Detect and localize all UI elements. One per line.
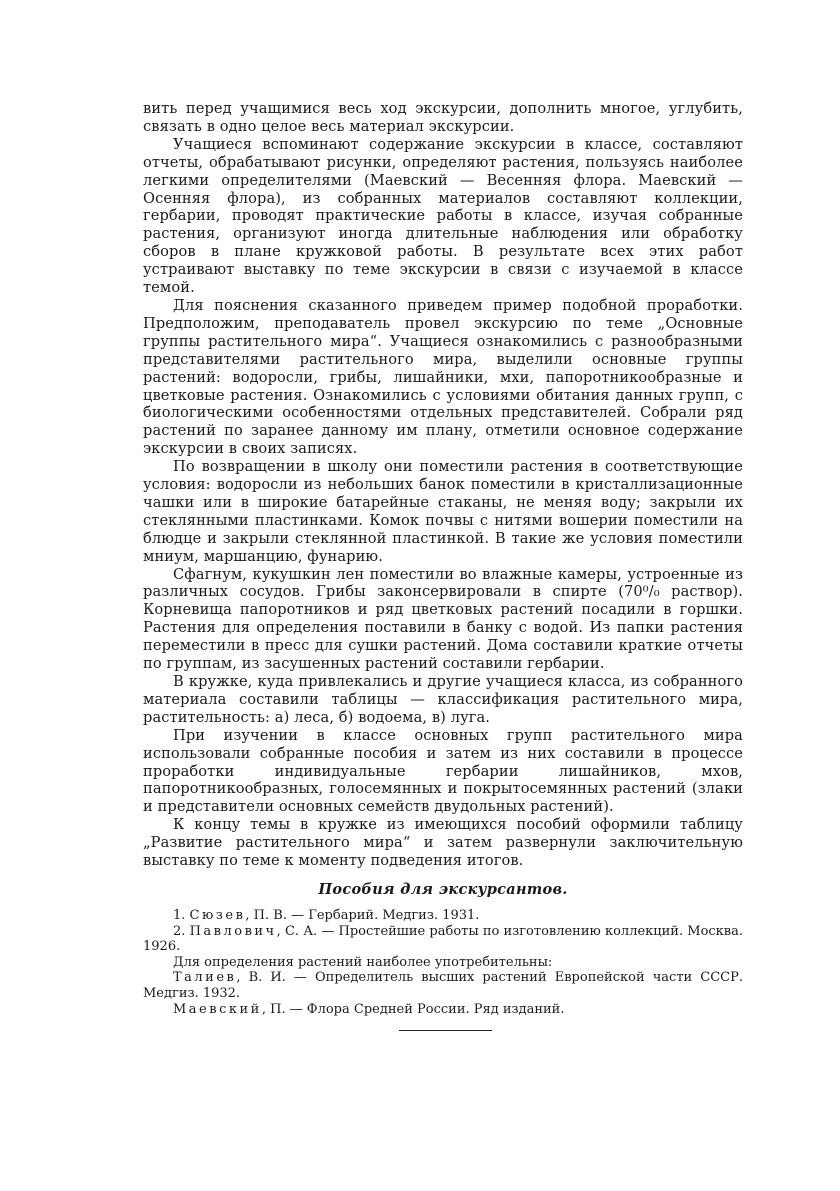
end-rule [399, 1030, 492, 1031]
reference-item: 1. Сюзев, П. В. — Гербарий. Медгиз. 1931. [173, 908, 480, 923]
paragraph: По возвращении в школу они поместили растения в соответствующие условия: водоросли из небольших банок поместили в кристаллизационные чашки или в широкие батарейные стаканы, не меняя воду; закрыли их стеклянными пластинками. Комок почвы с нитями вошерии поместили на блюдце и закрыли стеклянной пластинкой. В такие же условия поместили мниум, маршанцию, фунарию. [143, 458, 743, 565]
reference-item: Маевский, П. — Флора Средней России. Ряд изданий. [173, 1001, 565, 1017]
body-text [143, 100, 743, 870]
section-heading: Пособия для экскурсантов. [318, 881, 568, 898]
paragraph: Сфагнум, кукушкин лен поместили во влажные камеры, устроенные из различных сосудов. Грибы законсервировали в спирте (70⁰/₀ раствор). Корневища папоротников и ряд цветковых растений посадили в горшки. Растения для определения поставили в банку с водой. Из папки растения переместили в пресс для сушки растений. Дома составили краткие отчеты по группам, из засушенных растений составили гербарии. [143, 565, 743, 673]
paragraph: В кружке, куда привлекались и другие учащиеся класса, из собранного материала составили таблицы — классификация растительного мира, растительность: а) леса, б) водоема, в) луга. [143, 673, 743, 726]
paragraph: Учащиеся вспоминают содержание экскурсии в классе, составляют отчеты, обрабатывают рисунки, определяют растения, пользуясь наиболее легкими определителями (Маевский — Весенняя флора. Маевский — Осенняя флора), из собранных материалов составляют коллекции, гербарии, проводят практические работы в классе, изучая собранные растения, организуют иногда длительные наблюдения или обработку сборов в плане кружковой работы. В результате всех этих работ устраивают выставку по теме экскурсии в связи с изучаемой в классе темой. [143, 135, 743, 297]
paragraph: К концу темы в кружке из имеющихся пособий оформили таблицу „Развитие растительного мира“ и затем развернули заключительную выставку по теме к моменту подведения итогов. [143, 816, 743, 870]
reference-item: Талиев, В. И. — Определитель высших растений Европейской части СССР. Медгиз. 1932. [143, 970, 743, 1001]
reference-list [143, 908, 743, 1017]
reference-item: 2. Павлович, С. А. — Простейшие работы по изготовлению коллекций. Москва. 1926. [143, 923, 744, 955]
reference-note: Для определения растений наиболее употребительны: [173, 954, 553, 970]
paragraph: вить перед учащимися весь ход экскурсии, дополнить многое, углубить, связать в одно целое весь материал экскурсии. [143, 100, 743, 135]
paragraph: Для пояснения сказанного приведем пример подобной проработки. Предположим, преподаватель провел экскурсию по теме „Основные группы растительного мира“. Учащиеся ознакомились с разнообразными представителями растительного мира, выделили основные группы растений: водоросли, грибы, лишайники, мхи, папоротникообразные и цветковые растения. Ознакомились с условиями обитания данных групп, с биологическими особенностями отдельных представителей. Собрали ряд растений по заранее данному им плану, отметили основное содержание экскурсии в своих записях. [143, 296, 743, 458]
paragraph: При изучении в классе основных групп растительного мира использовали собранные пособия и затем из них составили в процессе проработки индивидуальные гербарии лишайников, мхов, папоротникообразных, голосемянных и покрытосемянных растений (злаки и представители основных семейств двудольных растений). [143, 726, 743, 816]
